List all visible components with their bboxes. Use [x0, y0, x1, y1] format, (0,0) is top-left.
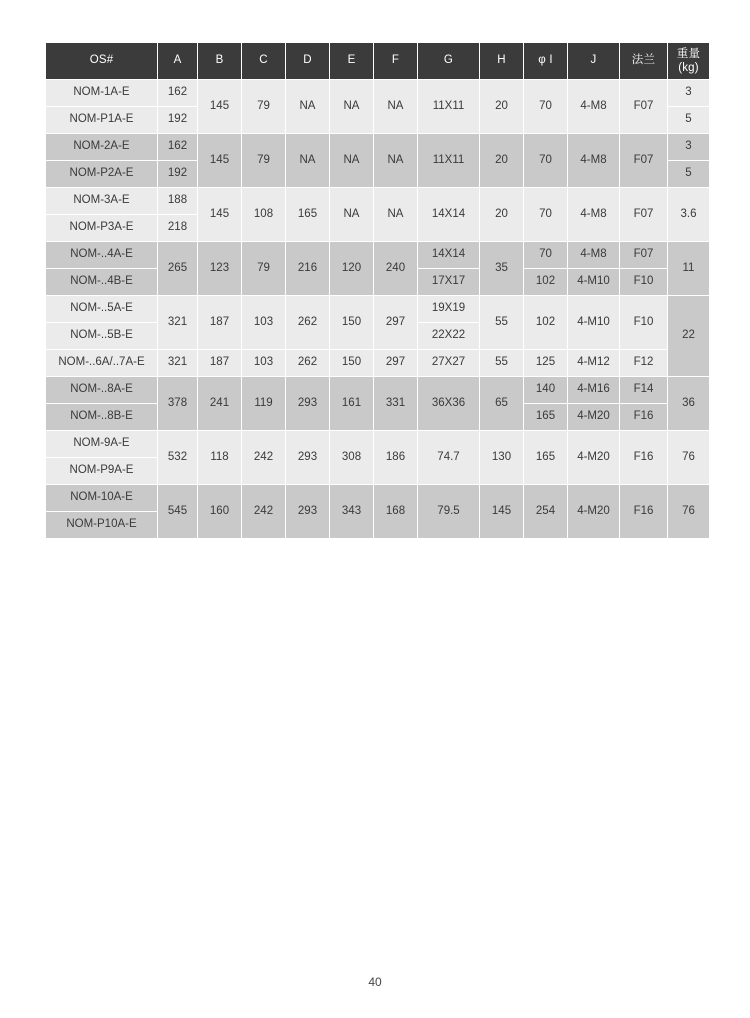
cell-j: 4-M16: [568, 377, 620, 404]
cell-d: 165: [286, 188, 330, 242]
cell-phi-i: 165: [524, 431, 568, 485]
header-g: G: [418, 43, 480, 80]
cell-e: 161: [330, 377, 374, 431]
cell-f: 331: [374, 377, 418, 431]
cell-g: 14X14: [418, 188, 480, 242]
cell-phi-i: 254: [524, 485, 568, 539]
cell-flange: F07: [620, 242, 668, 269]
cell-os: NOM-9A-E: [46, 431, 158, 458]
cell-b: 118: [198, 431, 242, 485]
cell-j: 4-M10: [568, 269, 620, 296]
cell-a: 532: [158, 431, 198, 485]
cell-h: 20: [480, 134, 524, 188]
cell-d: 262: [286, 350, 330, 377]
cell-g: 27X27: [418, 350, 480, 377]
cell-g: 74.7: [418, 431, 480, 485]
table-row: [46, 80, 710, 107]
table-row: [46, 377, 710, 404]
table-row: [46, 188, 710, 215]
table-row: [46, 350, 710, 377]
header-phi-i: φ I: [524, 43, 568, 80]
cell-os: NOM-..8A-E: [46, 377, 158, 404]
cell-os: NOM-10A-E: [46, 485, 158, 512]
cell-os: NOM-1A-E: [46, 80, 158, 107]
cell-phi-i: 70: [524, 80, 568, 134]
cell-weight: 3: [668, 134, 710, 161]
cell-os: NOM-P9A-E: [46, 458, 158, 485]
cell-g: 11X11: [418, 134, 480, 188]
header-c: C: [242, 43, 286, 80]
cell-g: 11X11: [418, 80, 480, 134]
header-flange: 法兰: [620, 43, 668, 80]
cell-e: NA: [330, 134, 374, 188]
cell-a: 162: [158, 80, 198, 107]
cell-flange: F12: [620, 350, 668, 377]
cell-h: 65: [480, 377, 524, 431]
cell-e: NA: [330, 80, 374, 134]
cell-b: 241: [198, 377, 242, 431]
cell-phi-i: 70: [524, 242, 568, 269]
cell-e: 120: [330, 242, 374, 296]
cell-d: 293: [286, 431, 330, 485]
cell-e: 150: [330, 350, 374, 377]
cell-d: NA: [286, 80, 330, 134]
table-header-row: [46, 43, 710, 80]
cell-c: 79: [242, 134, 286, 188]
cell-g: 79.5: [418, 485, 480, 539]
header-j: J: [568, 43, 620, 80]
specification-table: [45, 42, 710, 539]
cell-f: NA: [374, 134, 418, 188]
cell-weight: 11: [668, 242, 710, 296]
cell-os: NOM-P1A-E: [46, 107, 158, 134]
cell-f: 186: [374, 431, 418, 485]
cell-e: 343: [330, 485, 374, 539]
cell-weight: 76: [668, 485, 710, 539]
cell-a: 192: [158, 107, 198, 134]
cell-flange: F16: [620, 404, 668, 431]
cell-phi-i: 102: [524, 269, 568, 296]
cell-f: 297: [374, 350, 418, 377]
cell-f: NA: [374, 188, 418, 242]
cell-phi-i: 165: [524, 404, 568, 431]
cell-j: 4-M20: [568, 431, 620, 485]
cell-b: 123: [198, 242, 242, 296]
cell-d: NA: [286, 134, 330, 188]
cell-j: 4-M8: [568, 188, 620, 242]
cell-b: 145: [198, 80, 242, 134]
cell-a: 265: [158, 242, 198, 296]
cell-j: 4-M8: [568, 134, 620, 188]
cell-f: 297: [374, 296, 418, 350]
cell-phi-i: 70: [524, 188, 568, 242]
cell-c: 103: [242, 296, 286, 350]
cell-h: 145: [480, 485, 524, 539]
table-row: [46, 485, 710, 512]
cell-os: NOM-..5A-E: [46, 296, 158, 323]
cell-weight: 5: [668, 161, 710, 188]
cell-c: 242: [242, 485, 286, 539]
cell-j: 4-M20: [568, 404, 620, 431]
cell-c: 242: [242, 431, 286, 485]
cell-d: 293: [286, 485, 330, 539]
cell-phi-i: 125: [524, 350, 568, 377]
table-row: [46, 296, 710, 323]
specification-table-container: [45, 42, 705, 539]
cell-phi-i: 70: [524, 134, 568, 188]
cell-d: 293: [286, 377, 330, 431]
cell-j: 4-M12: [568, 350, 620, 377]
cell-g: 17X17: [418, 269, 480, 296]
cell-flange: F07: [620, 188, 668, 242]
cell-g: 36X36: [418, 377, 480, 431]
cell-h: 130: [480, 431, 524, 485]
header-b: B: [198, 43, 242, 80]
cell-os: NOM-..5B-E: [46, 323, 158, 350]
cell-g: 19X19: [418, 296, 480, 323]
cell-os: NOM-..4B-E: [46, 269, 158, 296]
cell-weight: 5: [668, 107, 710, 134]
cell-d: 262: [286, 296, 330, 350]
cell-e: NA: [330, 188, 374, 242]
cell-a: 321: [158, 350, 198, 377]
cell-weight: 76: [668, 431, 710, 485]
cell-j: 4-M10: [568, 296, 620, 350]
cell-os: NOM-..6A/..7A-E: [46, 350, 158, 377]
cell-a: 545: [158, 485, 198, 539]
cell-e: 150: [330, 296, 374, 350]
cell-h: 20: [480, 80, 524, 134]
cell-a: 321: [158, 296, 198, 350]
cell-c: 79: [242, 242, 286, 296]
table-row: [46, 431, 710, 458]
cell-flange: F10: [620, 296, 668, 350]
cell-os: NOM-P3A-E: [46, 215, 158, 242]
cell-flange: F07: [620, 80, 668, 134]
cell-phi-i: 140: [524, 377, 568, 404]
cell-j: 4-M20: [568, 485, 620, 539]
cell-h: 55: [480, 350, 524, 377]
cell-flange: F10: [620, 269, 668, 296]
cell-flange: F07: [620, 134, 668, 188]
cell-a: 192: [158, 161, 198, 188]
cell-d: 216: [286, 242, 330, 296]
cell-a: 378: [158, 377, 198, 431]
table-header: [46, 43, 710, 80]
cell-flange: F16: [620, 485, 668, 539]
header-weight: [668, 43, 710, 80]
cell-weight: 3.6: [668, 188, 710, 242]
cell-a: 188: [158, 188, 198, 215]
header-h: H: [480, 43, 524, 80]
cell-weight: 36: [668, 377, 710, 431]
cell-os: NOM-3A-E: [46, 188, 158, 215]
cell-f: 240: [374, 242, 418, 296]
cell-g: 22X22: [418, 323, 480, 350]
cell-os: NOM-2A-E: [46, 134, 158, 161]
cell-c: 79: [242, 80, 286, 134]
table-body: [46, 80, 710, 539]
header-a: A: [158, 43, 198, 80]
cell-os: NOM-P2A-E: [46, 161, 158, 188]
cell-b: 187: [198, 350, 242, 377]
page-number: 40: [368, 975, 382, 989]
cell-os: NOM-..4A-E: [46, 242, 158, 269]
cell-a: 162: [158, 134, 198, 161]
cell-a: 218: [158, 215, 198, 242]
cell-h: 35: [480, 242, 524, 296]
cell-flange: F16: [620, 431, 668, 485]
cell-weight: 3: [668, 80, 710, 107]
header-d: D: [286, 43, 330, 80]
header-os: OS#: [46, 43, 158, 80]
cell-j: 4-M8: [568, 242, 620, 269]
header-f: F: [374, 43, 418, 80]
cell-b: 145: [198, 134, 242, 188]
cell-f: 168: [374, 485, 418, 539]
cell-flange: F14: [620, 377, 668, 404]
cell-c: 119: [242, 377, 286, 431]
cell-f: NA: [374, 80, 418, 134]
header-e: E: [330, 43, 374, 80]
cell-os: NOM-P10A-E: [46, 512, 158, 539]
cell-b: 160: [198, 485, 242, 539]
table-row: [46, 242, 710, 269]
cell-weight: 22: [668, 296, 710, 377]
cell-b: 187: [198, 296, 242, 350]
cell-j: 4-M8: [568, 80, 620, 134]
cell-phi-i: 102: [524, 296, 568, 350]
cell-os: NOM-..8B-E: [46, 404, 158, 431]
cell-c: 108: [242, 188, 286, 242]
cell-g: 14X14: [418, 242, 480, 269]
cell-e: 308: [330, 431, 374, 485]
header-weight-line2: (kg): [678, 62, 699, 74]
cell-h: 55: [480, 296, 524, 350]
header-weight-line1: 重量: [676, 47, 701, 60]
cell-c: 103: [242, 350, 286, 377]
cell-b: 145: [198, 188, 242, 242]
table-row: [46, 134, 710, 161]
cell-h: 20: [480, 188, 524, 242]
